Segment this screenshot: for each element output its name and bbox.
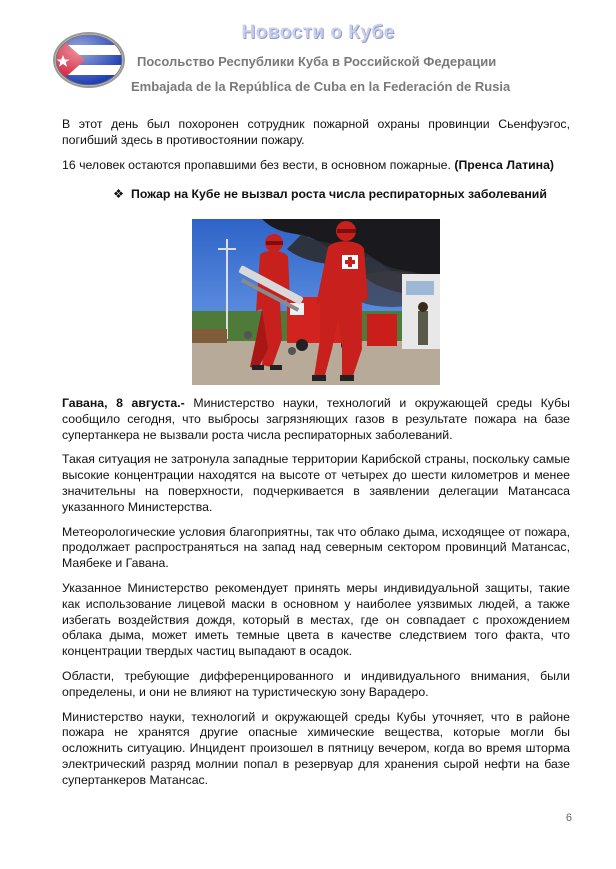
prev-article-paragraph: В этот день был похоронен сотрудник пожарной охраны провинции Сьенфуэгос, погибший здесь в противостоянии пожару. [62, 117, 570, 147]
bystander [418, 302, 428, 345]
article-paragraph: Министерство науки, технологий и окружающей среды Кубы уточняет, что в районе пожара не хранятся другие опасные химические вещества, которые могли бы осложнить ситуацию. Инцидент произошел в пятницу вечером, когда во время шторма электрический разряд молнии попал в резервуар для хранения сырой нефти на базе супертанкеров Матансас. [62, 709, 570, 787]
prev-article-closing-text: 16 человек остаются пропавшими без вести, в основном пожарные. [62, 157, 455, 172]
article-heading [113, 187, 570, 201]
article-dateline: Гавана, 8 августа.- [62, 396, 185, 410]
article-heading-text: Пожар на Кубе не вызвал роста числа респираторных заболеваний [131, 187, 547, 202]
embassy-name-ru: Посольство Республики Куба в Российской Федерации [137, 54, 497, 69]
prev-article-closing [62, 158, 570, 174]
page-header [0, 0, 616, 110]
article-paragraph: Области, требующие дифференцированного и индивидуального внимания, были определены, и они не влияют на туристическую зону Варадеро. [62, 668, 570, 699]
page-content [62, 117, 570, 787]
newsletter-title: Новости о Кубе [241, 22, 395, 43]
article-body [62, 396, 570, 798]
diamond-bullet-icon: ❖ [113, 187, 125, 202]
article-paragraph: Такая ситуация не затронула западные территории Карибской страны, поскольку самые высокие концентрации находятся на высоте от четырех до шести километров и менее значительны на поверхности, подчеркивается в заявлении делегации Матансаса указанного Министерства. [62, 452, 570, 514]
article-photo [192, 219, 440, 385]
page-number: 6 [565, 812, 572, 824]
article-lead-text: Министерство науки, технологий и окружающей среды Кубы сообщило сегодня, что выбросы загрязняющих газов в результате пожара на базе супертанкера не вызвали роста числа респираторных заболеваний. [62, 396, 570, 442]
embassy-name-es: Embajada de la República de Cuba en la Federación de Rusia [131, 79, 511, 94]
article-paragraph: Указанное Министерство рекомендует принять меры индивидуальной защиты, такие как использование лицевой маски в основном у наиболее уязвимых людей, а также избегать воздействия дождя, который в местах, где он совпадает с прохождением облака дыма, может иметь темные цвета в качестве следствием того факта, что концентрации твердых частиц выпадают в осадок. [62, 580, 570, 659]
article-paragraph: Метеорологические условия благоприятны, так что облако дыма, исходящее от пожара, продолжает распространяться на запад над северным сектором провинций Матансас, Маябеке и Гавана. [62, 524, 570, 571]
article-lead-paragraph [62, 396, 570, 443]
news-source: (Пренса Латина) [454, 157, 555, 172]
